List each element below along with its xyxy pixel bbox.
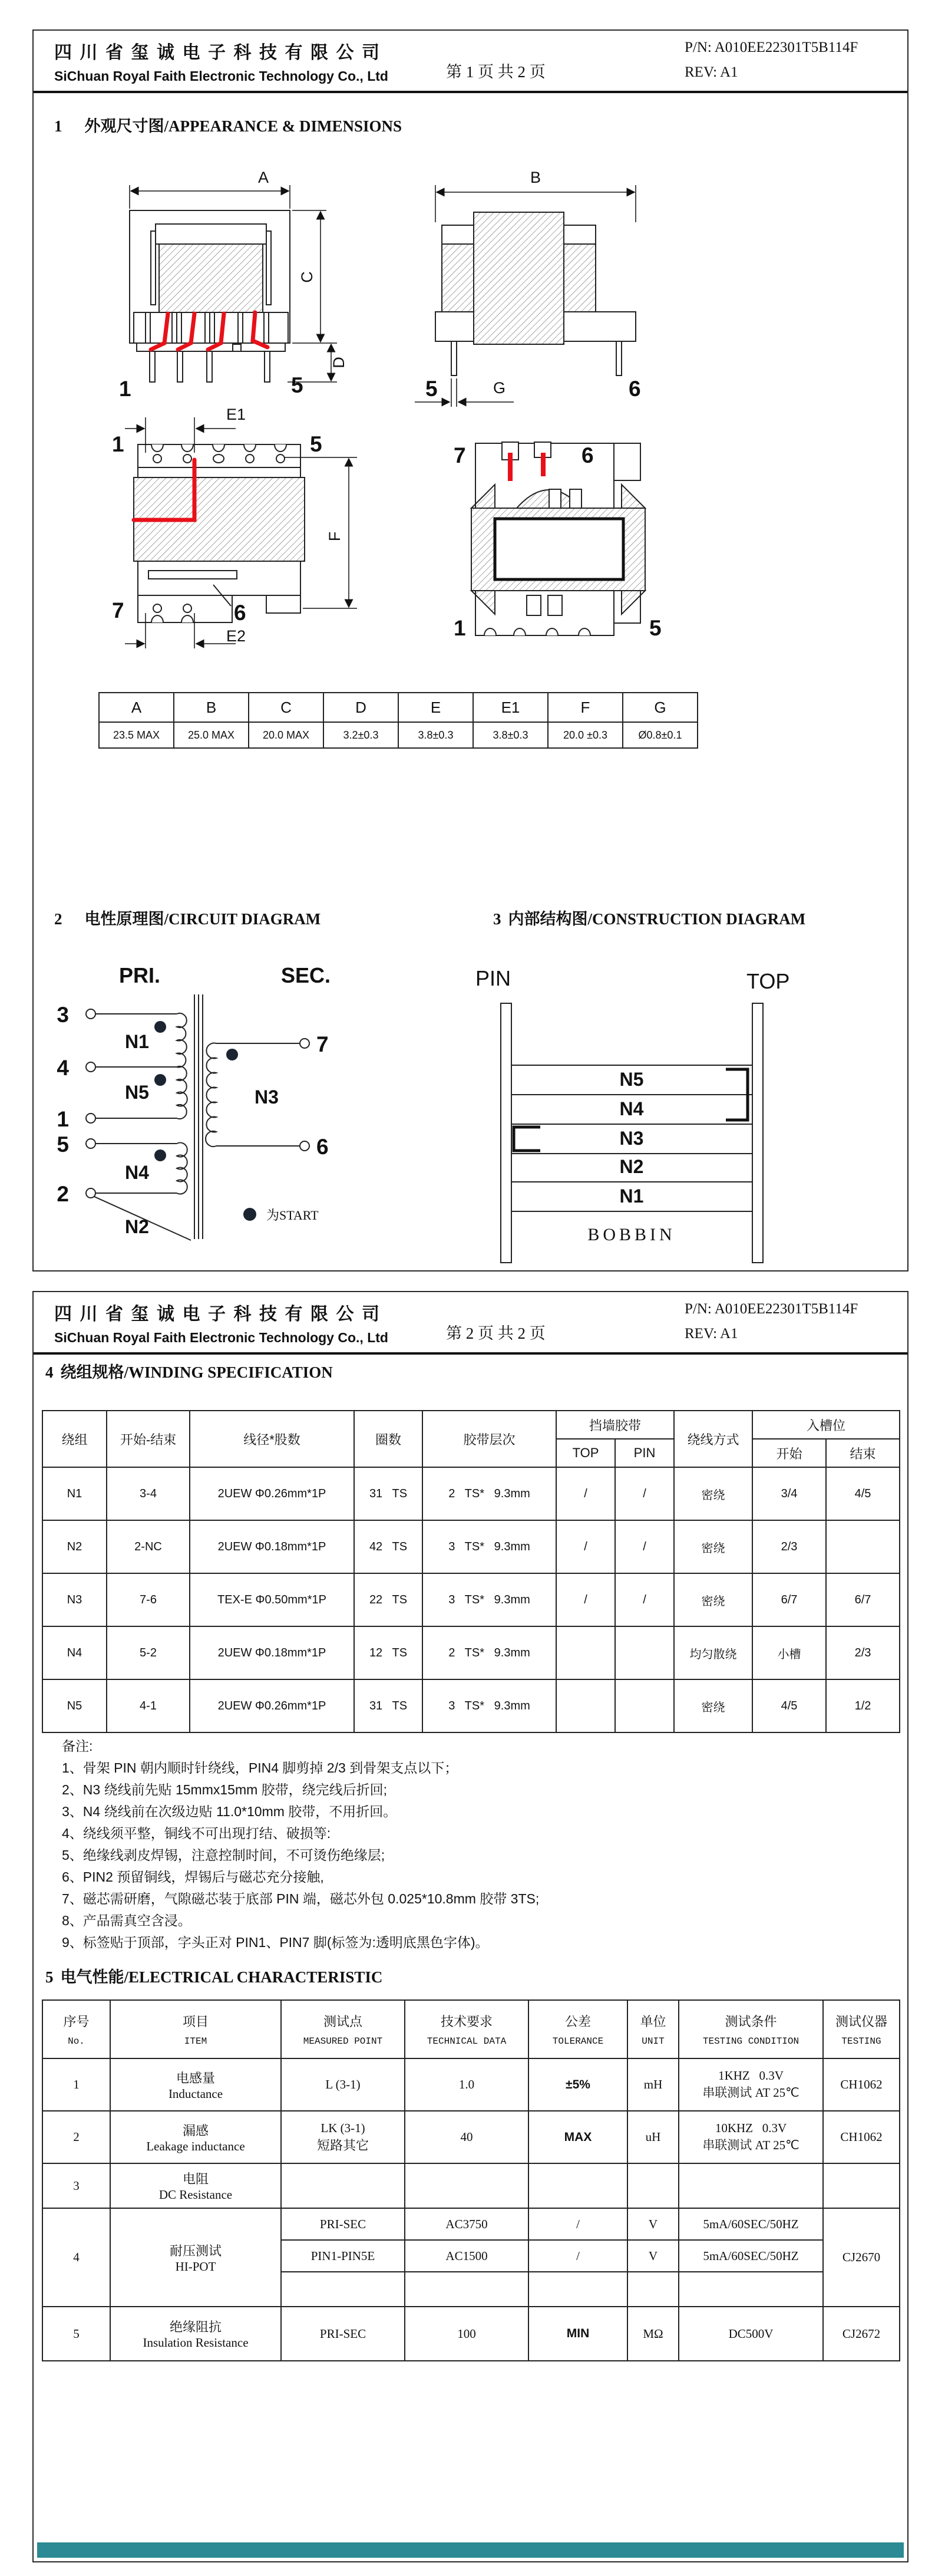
circuit-pin-4: 4 (57, 1056, 69, 1080)
page-number: 第 1 页 共 2 页 (446, 63, 546, 81)
cell-unit: V (627, 2240, 679, 2272)
page1-header (34, 31, 907, 93)
section2-text: 电性原理图/CIRCUIT DIAGRAM (84, 910, 321, 928)
col-slot: 入槽位 (752, 1411, 900, 1439)
dim-label-e2: E2 (226, 627, 246, 645)
note-line-6: 6、PIN2 预留铜线，焊锡后与磁芯充分接触, (62, 1869, 324, 1885)
winding-label-n3: N3 (255, 1086, 279, 1108)
dimension-header-row (99, 693, 698, 722)
winding-row-n1 (42, 1467, 900, 1520)
cell-unit: MΩ (627, 2307, 679, 2361)
cell-turns: 31 TS (354, 1679, 422, 1732)
bobbin-label: BOBBIN (587, 1225, 676, 1244)
pin-label-1: 1 (112, 432, 124, 456)
dim-val-f: 20.0 ±0.3 (548, 722, 623, 748)
cell-point: PRI-SEC (281, 2208, 405, 2240)
cell-point: PIN1-PIN5E (281, 2240, 405, 2272)
cell-pin: / (615, 1520, 674, 1573)
winding-row-n2 (42, 1520, 900, 1573)
dim-val-c: 20.0 MAX (249, 722, 323, 748)
cell-top: / (556, 1467, 615, 1520)
top-view-outline (471, 442, 645, 635)
page-number: 第 2 页 共 2 页 (446, 1325, 546, 1342)
circuit-pin-1: 1 (57, 1107, 69, 1131)
page2-header (34, 1292, 907, 1355)
cell-begin: 2/3 (752, 1520, 826, 1573)
winding-label-n5: N5 (125, 1082, 149, 1103)
circuit-start-dots (154, 1021, 256, 1221)
cell-data: AC1500 (405, 2240, 528, 2272)
col-barrier-tape: 挡墙胶带 (556, 1411, 674, 1439)
note-line-5: 5、绝缘线剥皮焊锡，注意控制时间，不可烫伤绝缘层; (62, 1847, 385, 1863)
cell-begin: 4/5 (752, 1679, 826, 1732)
cell-instrument: CJ2670 (823, 2208, 900, 2307)
page-2 (32, 1291, 908, 2562)
col-data: 技术要求 TECHNICAL DATA (405, 2000, 528, 2058)
cell-start-end: 2-NC (107, 1520, 190, 1573)
circuit-diagram (37, 938, 414, 1271)
section4-title (45, 1359, 333, 1382)
electrical-row-insulation (42, 2307, 900, 2361)
circuit-pin-6: 6 (316, 1135, 329, 1159)
electrical-header-row (42, 2000, 900, 2058)
cell-start-end: 5-2 (107, 1626, 190, 1679)
cell-no: 4 (42, 2208, 110, 2307)
col-barrier-pin: PIN (615, 1439, 674, 1467)
winding-row-n5 (42, 1679, 900, 1732)
cell-wire: 2UEW Φ0.18mm*1P (190, 1626, 354, 1679)
dim-label-c: C (298, 271, 316, 283)
cell-unit: V (627, 2208, 679, 2240)
cell-instrument: CH1062 (823, 2058, 900, 2111)
rev-value: A1 (719, 64, 738, 80)
side-view-diagram (378, 154, 708, 411)
cell-unit (627, 2272, 679, 2307)
legend-start-dot-icon (243, 1208, 256, 1221)
layer-n3: N3 (619, 1128, 644, 1149)
cell-end: 4/5 (826, 1467, 900, 1520)
pn-label: P/N: (685, 39, 712, 55)
dim-col-b: B (174, 693, 249, 722)
col-method: 绕线方式 (674, 1411, 752, 1467)
cell-no: 3 (42, 2163, 110, 2208)
dim-col-e1: E1 (473, 693, 548, 722)
col-wire: 线径*股数 (190, 1411, 354, 1467)
cell-instrument (823, 2163, 900, 2208)
construction-pin-label: PIN (475, 966, 511, 990)
note-line-2: 2、N3 绕线前先贴 15mmx15mm 胶带，绕完线后折回; (62, 1782, 388, 1797)
dim-val-e1: 3.8±0.3 (473, 722, 548, 748)
pin-label-5: 5 (649, 616, 662, 640)
cell-begin: 小槽 (752, 1626, 826, 1679)
cell-no: 5 (42, 2307, 110, 2361)
winding-label-n1: N1 (125, 1031, 149, 1052)
dim-col-e: E (398, 693, 473, 722)
section1-title (54, 113, 402, 136)
notes-title: 备注: (62, 1738, 93, 1754)
cell-instrument: CJ2672 (823, 2307, 900, 2361)
pn-value: A010EE22301T5B114F (714, 39, 858, 55)
cell-winding: N3 (42, 1573, 107, 1626)
dim-col-c: C (249, 693, 323, 722)
cell-method: 密绕 (674, 1467, 752, 1520)
cell-tolerance: MIN (528, 2307, 627, 2361)
note-line-1: 1、骨架 PIN 朝内顺时针绕线，PIN4 脚剪掉 2/3 到骨架支点以下； (62, 1760, 458, 1775)
cell-winding: N1 (42, 1467, 107, 1520)
pin-label-5: 5 (310, 432, 322, 456)
cell-end: 1/2 (826, 1679, 900, 1732)
note-line-3: 3、N4 绕线前在次级边贴 11.0*10mm 胶带，不用折回。 (62, 1804, 397, 1819)
pin-label-6: 6 (234, 601, 246, 625)
cell-condition: 5mA/60SEC/50HZ (679, 2240, 823, 2272)
bottom-view-diagram (90, 401, 419, 651)
col-no: 序号 No. (42, 2000, 110, 2058)
col-slot-begin: 开始 (752, 1439, 826, 1467)
pin-label-6: 6 (582, 443, 594, 467)
winding-header-row-1 (42, 1411, 900, 1439)
start-legend-label: 为START (266, 1208, 319, 1223)
cell-pin (615, 1626, 674, 1679)
cell-tolerance (528, 2163, 627, 2208)
cell-item: 绝缘阻抗 Insulation Resistance (110, 2307, 281, 2361)
section5-number: 5 (45, 1968, 54, 1986)
winding-label-n4: N4 (125, 1162, 149, 1183)
cell-top (556, 1626, 615, 1679)
cell-tolerance: / (528, 2240, 627, 2272)
layer-n5: N5 (619, 1069, 644, 1090)
cell-data: AC3750 (405, 2208, 528, 2240)
notes-block (62, 1735, 539, 1954)
cell-data: 100 (405, 2307, 528, 2361)
cell-condition: 1KHZ 0.3V 串联测试 AT 25℃ (679, 2058, 823, 2111)
dim-col-f: F (548, 693, 623, 722)
pin-label-6: 6 (629, 377, 641, 401)
circuit-lines (86, 994, 309, 1240)
winding-row-n4 (42, 1626, 900, 1679)
electrical-row-leakage (42, 2111, 900, 2163)
electrical-row-dc-resistance (42, 2163, 900, 2208)
winding-spec-table (42, 1410, 900, 1733)
col-unit: 单位 UNIT (627, 2000, 679, 2058)
cell-turns: 12 TS (354, 1626, 422, 1679)
cell-wire: 2UEW Φ0.26mm*1P (190, 1679, 354, 1732)
company-name-cn: 四 川 省 玺 诚 电 子 科 技 有 限 公 司 (54, 1305, 381, 1324)
col-condition: 测试条件 TESTING CONDITION (679, 2000, 823, 2058)
cell-method: 密绕 (674, 1520, 752, 1573)
pn-value: A010EE22301T5B114F (714, 1301, 858, 1317)
winding-row-n3 (42, 1573, 900, 1626)
cell-tape: 2 TS* 9.3mm (422, 1626, 556, 1679)
cell-pin (615, 1679, 674, 1732)
col-slot-end: 结束 (826, 1439, 900, 1467)
section5-title (45, 1964, 382, 1987)
top-view-diagram (402, 401, 732, 651)
construction-diagram (455, 938, 820, 1269)
layer-n4: N4 (619, 1098, 644, 1119)
cell-start-end: 4-1 (107, 1679, 190, 1732)
footer-color-bar (37, 2542, 904, 2558)
cell-data (405, 2272, 528, 2307)
cell-pin: / (615, 1467, 674, 1520)
cell-pin: / (615, 1573, 674, 1626)
dim-col-g: G (623, 693, 698, 722)
electrical-row-hipot-1 (42, 2208, 900, 2240)
dim-col-d: D (323, 693, 398, 722)
pin-label-7: 7 (112, 598, 124, 622)
cell-top: / (556, 1520, 615, 1573)
dim-label-a: A (257, 169, 269, 186)
cell-item: 电感量 Inductance (110, 2058, 281, 2111)
cell-instrument: CH1062 (823, 2111, 900, 2163)
circuit-pin-3: 3 (57, 1003, 69, 1027)
cell-turns: 42 TS (354, 1520, 422, 1573)
dim-col-a: A (99, 693, 174, 722)
cell-winding: N2 (42, 1520, 107, 1573)
note-line-9: 9、标签贴于顶部，字头正对 PIN1、PIN7 脚(标签为:透明底黑色字体)。 (62, 1935, 489, 1950)
bottom-view-outline (134, 444, 305, 622)
cell-wire: 2UEW Φ0.26mm*1P (190, 1467, 354, 1520)
section2-title (54, 906, 321, 929)
dim-label-f: F (326, 531, 343, 542)
dim-label-d: D (330, 357, 348, 368)
rev-value: A1 (719, 1326, 738, 1342)
cell-method: 均匀散绕 (674, 1626, 752, 1679)
cell-start-end: 7-6 (107, 1573, 190, 1626)
construction-top-label: TOP (746, 969, 790, 993)
dimension-table (98, 692, 698, 749)
company-name-en: SiChuan Royal Faith Electronic Technology Co., Ltd (54, 1330, 388, 1345)
electrical-table (42, 1999, 900, 2361)
cell-unit: uH (627, 2111, 679, 2163)
cell-point (281, 2163, 405, 2208)
layer-n2: N2 (619, 1156, 644, 1177)
dim-label-g: G (493, 379, 506, 397)
dim-label-e1: E1 (226, 406, 246, 423)
cell-tape: 3 TS* 9.3mm (422, 1573, 556, 1626)
cell-winding: N4 (42, 1626, 107, 1679)
cell-wire: 2UEW Φ0.18mm*1P (190, 1520, 354, 1573)
cell-turns: 31 TS (354, 1467, 422, 1520)
col-point: 测试点 MEASURED POINT (281, 2000, 405, 2058)
section1-number: 1 (54, 117, 62, 135)
cell-tolerance: MAX (528, 2111, 627, 2163)
cell-unit: mH (627, 2058, 679, 2111)
cell-turns: 22 TS (354, 1573, 422, 1626)
note-line-4: 4、绕线须平整，铜线不可出现打结、破损等: (62, 1826, 331, 1841)
section2-number: 2 (54, 910, 62, 928)
layer-n1: N1 (619, 1185, 644, 1207)
cell-unit (627, 2163, 679, 2208)
dim-val-e: 3.8±0.3 (398, 722, 473, 748)
cell-point: LK (3-1) 短路其它 (281, 2111, 405, 2163)
pin-label-1: 1 (454, 616, 466, 640)
cell-tolerance (528, 2272, 627, 2307)
cell-data: 1.0 (405, 2058, 528, 2111)
cell-start-end: 3-4 (107, 1467, 190, 1520)
section3-title (493, 906, 805, 929)
cell-end: 6/7 (826, 1573, 900, 1626)
cell-tape: 2 TS* 9.3mm (422, 1467, 556, 1520)
primary-label: PRI. (119, 963, 161, 987)
section5-text: 电气性能/ELECTRICAL CHARACTERISTIC (60, 1968, 383, 1986)
cell-data: 40 (405, 2111, 528, 2163)
cell-tolerance: / (528, 2208, 627, 2240)
dim-val-g: Ø0.8±0.1 (623, 722, 698, 748)
cell-data (405, 2163, 528, 2208)
electrical-row-inductance (42, 2058, 900, 2111)
rev-label: REV: (685, 1326, 718, 1342)
circuit-pin-7: 7 (316, 1032, 329, 1056)
col-start-end: 开始-结束 (107, 1411, 190, 1467)
part-number-block (685, 35, 858, 85)
dim-val-d: 3.2±0.3 (323, 722, 398, 748)
col-instrument: 测试仪器 TESTING (823, 2000, 900, 2058)
cell-end: 2/3 (826, 1626, 900, 1679)
cell-top (556, 1679, 615, 1732)
note-line-8: 8、产品需真空含浸。 (62, 1913, 191, 1928)
page-1 (32, 29, 908, 1271)
cell-method: 密绕 (674, 1573, 752, 1626)
cell-tape: 3 TS* 9.3mm (422, 1679, 556, 1732)
company-name-cn: 四 川 省 玺 诚 电 子 科 技 有 限 公 司 (54, 43, 381, 62)
dim-label-b: B (530, 169, 541, 186)
pin-label-1: 1 (119, 377, 131, 401)
dim-val-a: 23.5 MAX (99, 722, 174, 748)
cell-point: PRI-SEC (281, 2307, 405, 2361)
circuit-pin-2: 2 (57, 1182, 69, 1206)
secondary-label: SEC. (281, 963, 331, 987)
cell-condition (679, 2163, 823, 2208)
section4-text: 绕组规格/WINDING SPECIFICATION (60, 1363, 333, 1381)
dimension-value-row (99, 722, 698, 748)
col-item: 项目 ITEM (110, 2000, 281, 2058)
section1-text: 外观尺寸图/APPEARANCE & DIMENSIONS (84, 117, 402, 135)
cell-point (281, 2272, 405, 2307)
col-turns: 圈数 (354, 1411, 422, 1467)
company-name-en: SiChuan Royal Faith Electronic Technology Co., Ltd (54, 68, 388, 84)
cell-begin: 3/4 (752, 1467, 826, 1520)
side-view-outline (435, 212, 636, 375)
cell-condition: 5mA/60SEC/50HZ (679, 2208, 823, 2240)
rev-label: REV: (685, 64, 718, 80)
cell-tape: 3 TS* 9.3mm (422, 1520, 556, 1573)
part-number-block (685, 1297, 858, 1346)
cell-winding: N5 (42, 1679, 107, 1732)
dim-val-b: 25.0 MAX (174, 722, 249, 748)
cell-top: / (556, 1573, 615, 1626)
pn-label: P/N: (685, 1301, 712, 1317)
cell-condition (679, 2272, 823, 2307)
cell-end (826, 1520, 900, 1573)
pin-label-5: 5 (425, 377, 438, 401)
cell-item: 电阻 DC Resistance (110, 2163, 281, 2208)
cell-wire: TEX-E Φ0.50mm*1P (190, 1573, 354, 1626)
cell-condition: 10KHZ 0.3V 串联测试 AT 25℃ (679, 2111, 823, 2163)
col-winding: 绕组 (42, 1411, 107, 1467)
col-barrier-top: TOP (556, 1439, 615, 1467)
pin-label-7: 7 (454, 443, 466, 467)
cell-condition: DC500V (679, 2307, 823, 2361)
col-tolerance: 公差 TOLERANCE (528, 2000, 627, 2058)
section4-number: 4 (45, 1363, 54, 1381)
note-line-7: 7、磁芯需研磨，气隙磁芯装于底部 PIN 端，磁芯外包 0.025*10.8mm 胶带 3TS; (62, 1891, 540, 1906)
front-view-outline (130, 210, 290, 382)
pin-label-5: 5 (291, 373, 303, 397)
winding-label-n2: N2 (125, 1216, 149, 1237)
cell-method: 密绕 (674, 1679, 752, 1732)
cell-point: L (3-1) (281, 2058, 405, 2111)
cell-no: 1 (42, 2058, 110, 2111)
col-tape: 胶带层次 (422, 1411, 556, 1467)
cell-begin: 6/7 (752, 1573, 826, 1626)
cell-no: 2 (42, 2111, 110, 2163)
circuit-pin-5: 5 (57, 1132, 69, 1157)
cell-tolerance: ±5% (528, 2058, 627, 2111)
cell-item: 耐压测试 HI-POT (110, 2208, 281, 2307)
cell-item: 漏感 Leakage inductance (110, 2111, 281, 2163)
section3-text: 内部结构图/CONSTRUCTION DIAGRAM (508, 910, 806, 928)
section3-number: 3 (493, 910, 501, 928)
